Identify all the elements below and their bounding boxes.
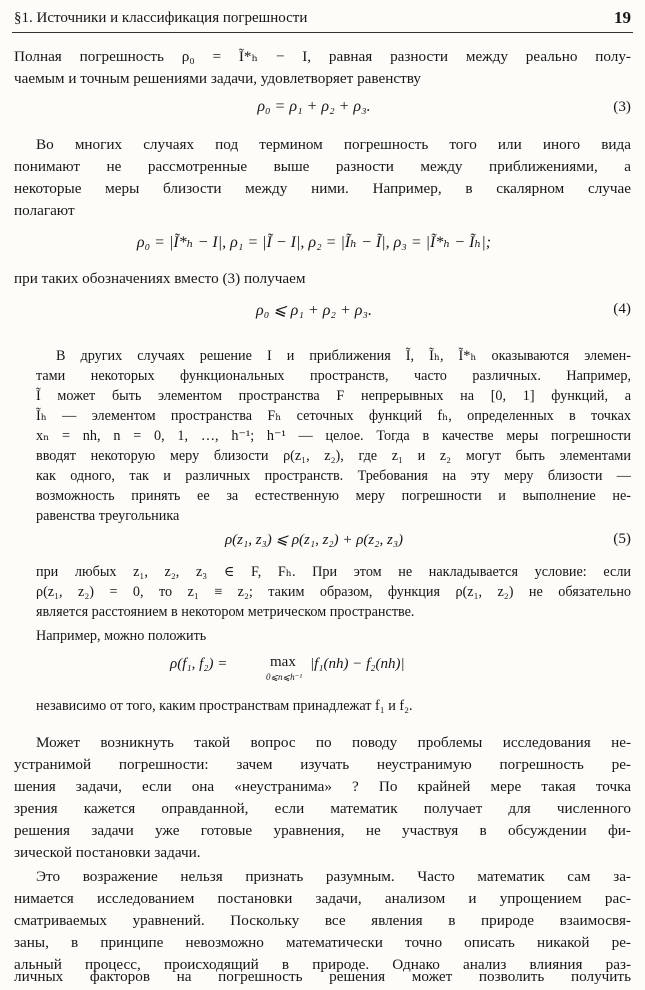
text-line: личных факторов на погрешность решения может позволить получить — [14, 968, 631, 985]
small-text-line: Например, можно положить — [36, 628, 207, 644]
small-text-line: xₙ = nh, n = 0, 1, …, h⁻¹; h⁻¹ — целое. Тогда в качестве меры погрешности — [36, 428, 631, 444]
equation-lhs: ρ(f₁, f₂) = — [170, 656, 228, 672]
text-line: зической постановки задачи. — [14, 844, 201, 861]
equation-max-norm — [170, 652, 470, 692]
text-line: некоторые меры близости между ними. Например, в скалярном случае — [14, 180, 631, 197]
text-line: Может возникнуть такой вопрос по поводу проблемы исследования не- — [36, 734, 631, 751]
text-line: Полная погрешность ρ₀ = Ĩ*ₕ − I, равная разности между реально полу- — [14, 48, 631, 65]
text-line: чаемым и точным решениями задачи, удовлетворяет равенству — [14, 70, 421, 87]
text-line: полагают — [14, 202, 75, 219]
text-line: зрения кажется оправданной, если математик получает для численного — [14, 800, 631, 817]
small-text-line: при любых z₁, z₂, z₃ ∈ F, Fₕ. При этом не накладывается условие: если — [36, 564, 631, 580]
equation-number: (3) — [613, 98, 631, 115]
small-text-line: ρ(z₁, z₂) = 0, то z₁ ≡ z₂; таким образом, функция ρ(z₁, z₂) не обязательно — [36, 584, 631, 600]
equation-4: ρ₀ ⩽ ρ₁ + ρ₂ + ρ₃. — [256, 302, 372, 319]
text-line: заны, в принципе невозможно математически точно описать никакой ре- — [14, 934, 631, 951]
text-line: альный процесс, происходящий в природе. Однако анализ влияния раз- — [14, 956, 631, 973]
equation-rhs: |f₁(nh) − f₂(nh)| — [310, 656, 405, 672]
text-line: Это возражение нельзя признать разумным. Часто математик сам за- — [36, 868, 631, 885]
equation-abs-errors: ρ₀ = |Ĩ*ₕ − I|, ρ₁ = |Ĩ − I|, ρ₂ = |Ĩₕ − Ĩ|, ρ₃ = |Ĩ*ₕ − Ĩₕ|; — [136, 234, 492, 251]
text-line: решения задачи уже готовые уравнения, не участвуя в обсуждении фи- — [14, 822, 631, 839]
equation-number: (5) — [613, 530, 631, 547]
equation-5: ρ(z₁, z₃) ⩽ ρ(z₁, z₂) + ρ(z₂, z₃) — [224, 532, 404, 548]
small-text-line: Ĩₕ — элементом пространства Fₕ сеточных функций fₕ, определенных в точках — [36, 408, 631, 424]
text-line: Во многих случаях под термином погрешность того или иного вида — [36, 136, 631, 153]
small-text-line: возможность принять ее за естественную меру погрешности и выполнение не- — [36, 488, 631, 504]
equation-3: ρ₀ = ρ₁ + ρ₂ + ρ₃. — [257, 98, 371, 115]
text-line: сматриваемых уравнений. Поскольку все явления в природе взаимосвя- — [14, 912, 631, 929]
header-rule — [12, 32, 633, 33]
small-text-line: тами некоторых функциональных пространств, часто различных. Например, — [36, 368, 631, 384]
text-line: устранимой погрешности: зачем изучать неустранимую погрешность ре- — [14, 756, 631, 773]
small-text-line: вводят некоторую меру близости ρ(z₁, z₂), где z₁ и z₂ могут быть элементами — [36, 448, 631, 464]
small-text-line: равенства треугольника — [36, 508, 180, 524]
small-text-line: В других случаях решение I и приближения Ĩ, Ĩₕ, Ĩ*ₕ оказываются элемен- — [56, 348, 631, 364]
max-subscript: 0⩽n⩽h⁻¹ — [266, 672, 303, 682]
text-line: нимается исследованием постановки задачи, анализом и упрощением рас- — [14, 890, 631, 907]
equation-number: (4) — [613, 300, 631, 317]
running-head: §1. Источники и классификация погрешности — [14, 10, 308, 26]
small-text-line: Ĩ может быть элементом пространства F непрерывных на [0, 1] функций, а — [36, 388, 631, 404]
text-line: шения задачи, если она «неустранима» ? По крайней мере такая точка — [14, 778, 631, 795]
text-line: понимают не рассмотренные выше разности между приближениями, а — [14, 158, 631, 175]
text-line: при таких обозначениях вместо (3) получаем — [14, 270, 306, 287]
small-text-line: является расстоянием в некотором метрическом пространстве. — [36, 604, 415, 620]
page-number: 19 — [614, 8, 631, 27]
max-operator: max — [270, 654, 296, 670]
small-text-line: независимо от того, каким пространствам принадлежат f₁ и f₂. — [36, 698, 413, 714]
small-text-line: как одного, так и различных пространств. Требования на эту меру близости — — [36, 468, 631, 484]
